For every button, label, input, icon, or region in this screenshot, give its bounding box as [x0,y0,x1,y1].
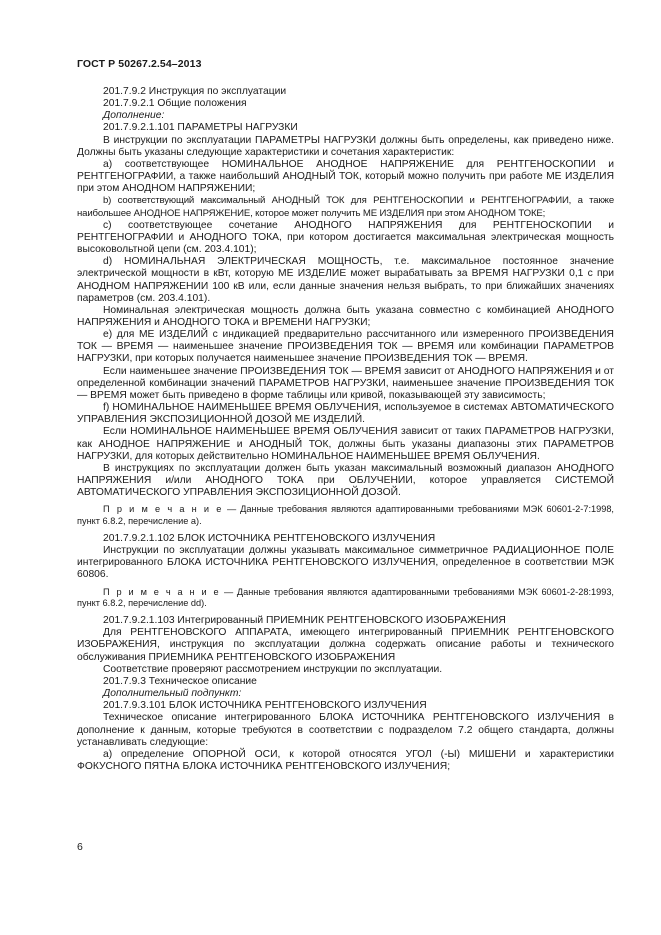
list-item: а) определение ОПОРНОЙ ОСИ, к которой относятся УГОЛ (-Ы) МИШЕНИ и характеристики ФОКУСНОГО ПЯТНА БЛОКА ИСТОЧНИКА РЕНТГЕНОВСКОГО ИЗЛУЧЕНИЯ; [77,748,614,772]
paragraph: Для РЕНТГЕНОВСКОГО АППАРАТА, имеющего интегрированный ПРИЕМНИК РЕНТГЕНОВСКОГО ИЗОБРАЖЕНИЯ, инструкция по эксплуатации должна содержать описание работы и технического обслуживания ПРИЕМНИКА РЕНТГЕНОВСКОГО ИЗОБРАЖЕНИЯ [77,627,614,663]
list-item: а) соответствующее НОМИНАЛЬНОЕ АНОДНОЕ НАПРЯЖЕНИЕ для РЕНТГЕНОСКОПИИ и РЕНТГЕНОГРАФИИ, а также наибольший АНОДНЫЙ ТОК, который можно получить при работе МЕ ИЗДЕЛИЯ при этом АНОДНОМ НАПРЯЖЕНИИ; [77,158,614,195]
paragraph: Техническое описание интегрированного БЛОКА ИСТОЧНИКА РЕНТГЕНОВСКОГО ИЗЛУЧЕНИЯ в дополнение к данным, которые требуются в соответствии с подразделом 7.2 общего стандарта, должны устанавливать следующие: [77,712,614,748]
section-heading: 201.7.9.2.1.102 БЛОК ИСТОЧНИКА РЕНТГЕНОВСКОГО ИЗЛУЧЕНИЯ [103,532,436,544]
note-label: П р и м е ч а н и е [103,504,223,515]
standard-header: ГОСТ Р 50267.2.54–2013 [77,58,202,70]
section-heading: 201.7.9.2.1.103 Интегрированный ПРИЕМНИК РЕНТГЕНОВСКОГО ИЗОБРАЖЕНИЯ [103,615,506,627]
section-heading: 201.7.9.3 Техническое описание [103,675,257,687]
page-number: 6 [77,841,83,853]
paragraph: Инструкции по эксплуатации должны указывать максимальное симметричное РАДИАЦИОННОЕ ПОЛЕ интегрированного БЛОКА ИСТОЧНИКА РЕНТГЕНОВСКОГО ИЗЛУЧЕНИЯ, определенное в соответствии МЭК 60806. [77,545,614,581]
list-item: с) соответствующее сочетание АНОДНОГО НАПРЯЖЕНИЯ для РЕНТГЕНОСКОПИИ и РЕНТГЕНОГРАФИИ и АНОДНОГО ТОКА, при котором достигается максимальная электрическая мощность высоковольтной цепи (см. 203.4.101); [77,219,614,256]
section-heading: 201.7.9.2.1 Общие положения [103,98,247,110]
paragraph: Номинальная электрическая мощность должна быть указана совместно с комбинацией АНОДНОГО НАПРЯЖЕНИЯ и АНОДНОГО ТОКА и ВРЕМЕНИ НАГРУЗКИ; [77,304,614,328]
list-item: е) для МЕ ИЗДЕЛИЙ с индикацией предварительно рассчитанного или измеренного ПРОИЗВЕДЕНИЯ ТОК — ВРЕМЯ — наименьшее значение ПРОИЗВЕДЕНИЯ ТОК — ВРЕМЯ или комбинации ПАРАМЕТРОВ НАГРУЗКИ, при которых получается наименьшее значение ПРОИЗВЕДЕНИЯ ТОК — ВРЕМЯ. [77,329,614,365]
note-text: — Данные требования являются адаптированными требованиями МЭК 60601-2-28:1993, пункт 6.8.2, перечисление dd). [77,586,614,608]
note [77,504,614,527]
compliance-statement: Соответствие проверяют рассмотрением инструкции по эксплуатации. [103,663,443,675]
section-heading: 201.7.9.2.1.101 ПАРАМЕТРЫ НАГРУЗКИ [103,122,298,134]
section-heading: 201.7.9.2 Инструкция по эксплуатации [103,86,287,97]
paragraph: Если наименьшее значение ПРОИЗВЕДЕНИЯ ТОК — ВРЕМЯ зависит от АНОДНОГО НАПРЯЖЕНИЯ и от определенной комбинации значений ПАРАМЕТРОВ НАГРУЗКИ, наименьшее значение ПРОИЗВЕДЕНИЯ ТОК — ВРЕМЯ может быть приведено в форме таблицы или кривой, показывающей эту зависимость; [77,365,614,401]
list-item: d) НОМИНАЛЬНАЯ ЭЛЕКТРИЧЕСКАЯ МОЩНОСТЬ, т.е. максимальное постоянное значение электрической мощности в кВт, которую МЕ ИЗДЕЛИЕ может вырабатывать за ВРЕМЯ НАГРУЗКИ 0,1 с при АНОДНОМ НАПРЯЖЕНИИ 100 кВ или, если данные значения нельзя выбрать, то при ближайших значениях параметров (см. 203.4.101). [77,256,614,304]
addition-label: Дополнение: [103,110,165,122]
document-body [77,86,614,773]
list-item: f) НОМИНАЛЬНОЕ НАИМЕНЬШЕЕ ВРЕМЯ ОБЛУЧЕНИЯ, используемое в системах АВТОМАТИЧЕСКОГО УПРАВЛЕНИЯ ЭКСПОЗИЦИОННОЙ ДОЗОЙ МЕ ИЗДЕЛИЙ. [77,402,614,426]
note [77,587,614,610]
note-text: — Данные требования являются адаптированными требованиями МЭК 60601-2-7:1998, пункт 6.8.2, перечисление а). [77,504,614,526]
additional-subclause-label: Дополнительный подпункт: [103,688,242,700]
note-label: П р и м е ч а н и е [103,586,221,597]
paragraph: Если НОМИНАЛЬНОЕ НАИМЕНЬШЕЕ ВРЕМЯ ОБЛУЧЕНИЯ зависит от таких ПАРАМЕТРОВ НАГРУЗКИ, как АНОДНОЕ НАПРЯЖЕНИЕ и АНОДНЫЙ ТОК, должны быть указаны диапазоны этих ПАРАМЕТРОВ НАГРУЗКИ, для которых действительно НОМИНАЛЬНОЕ НАИМЕНЬШЕЕ ВРЕМЯ ОБЛУЧЕНИЯ. [77,426,614,462]
paragraph: В инструкции по эксплуатации ПАРАМЕТРЫ НАГРУЗКИ должны быть определены, как приведено ниже. Должны быть указаны следующие характеристики и сочетания характеристик: [77,134,614,158]
paragraph: В инструкциях по эксплуатации должен быть указан максимальный возможный диапазон АНОДНОГО НАПРЯЖЕНИЯ и/или АНОДНОГО ТОКА при ОБЛУЧЕНИИ, которое управляется СИСТЕМОЙ АВТОМАТИЧЕСКОГО УПРАВЛЕНИЯ ЭКСПОЗИЦИОННОЙ ДОЗОЙ. [77,462,614,499]
section-heading: 201.7.9.3.101 БЛОК ИСТОЧНИКА РЕНТГЕНОВСКОГО ИЗЛУЧЕНИЯ [103,700,427,712]
list-item: b) соответствующий максимальный АНОДНЫЙ ТОК для РЕНТГЕНОСКОПИИ и РЕНТГЕНОГРАФИИ, а также наибольшее АНОДНОЕ НАПРЯЖЕНИЕ, которое может получить МЕ ИЗДЕЛИЯ при этом АНОДНОМ ТОКЕ; [77,195,614,219]
